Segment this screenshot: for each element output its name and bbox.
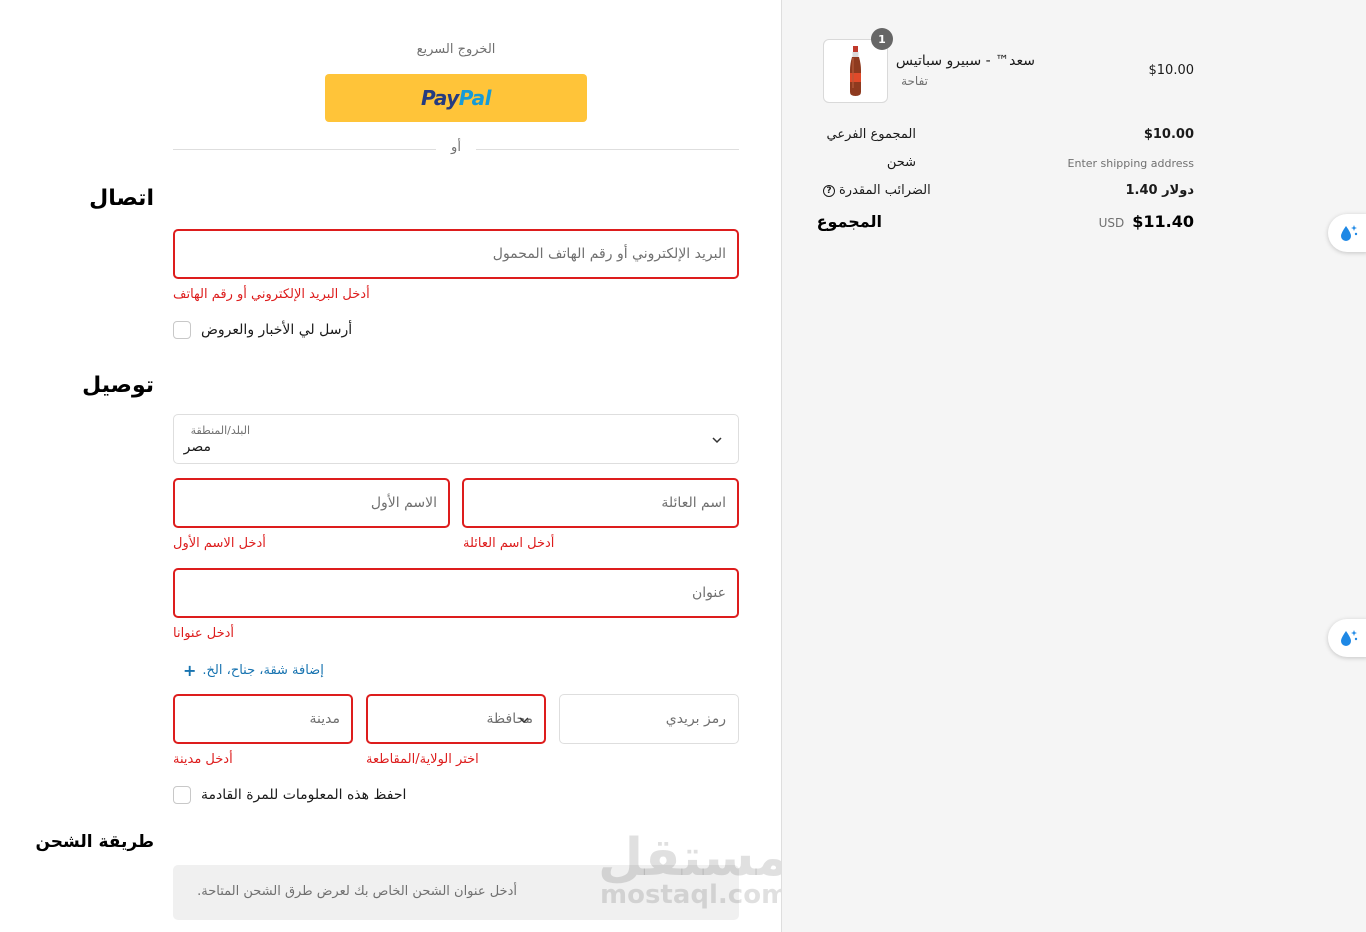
email-error: أدخل البريد الإلكتروني أو رقم الهاتف [173,287,370,302]
newsletter-checkbox[interactable] [173,321,191,339]
shipping-method-heading: طريقة الشحن [35,832,154,852]
or-divider [173,140,739,155]
first-name-placeholder: الاسم الأول [370,495,437,511]
governorate-placeholder: محافظة [486,711,533,727]
last-name-field[interactable] [462,478,739,528]
floating-widget-button[interactable] [1328,214,1366,252]
save-info-option[interactable] [173,785,406,805]
shipping-label: شحن [886,155,916,170]
plus-icon: + [183,661,197,680]
help-circle-icon[interactable]: ? [823,185,835,197]
taxes-row-label [823,183,931,198]
city-field[interactable] [173,694,353,744]
product-price: $10.00 [1148,63,1194,78]
email-placeholder: البريد الإلكتروني أو رقم الهاتف المحمول [492,246,726,262]
last-name-placeholder: اسم العائلة [661,495,726,511]
city-error: أدخل مدينة [173,752,233,767]
quantity-badge: 1 [871,28,893,50]
first-name-error: أدخل الاسم الأول [173,536,266,551]
postal-code-field[interactable] [559,694,739,744]
taxes-value: دولار 1.40 [1125,183,1194,198]
shipping-method-info [173,865,739,920]
first-name-field[interactable] [173,478,450,528]
add-apartment-label: إضافة شقة، جناح، الخ. [202,663,324,678]
country-select-label: البلد/المنطقة [190,424,250,437]
address-placeholder: عنوان [692,585,726,601]
address-field[interactable] [173,568,739,618]
express-checkout-title: الخروج السريع [416,42,496,57]
city-placeholder: مدينة [309,711,340,727]
droplet-sparkle-icon [1337,627,1359,649]
total-label: المجموع [816,212,882,231]
newsletter-label: أرسل لي الأخبار والعروض [201,322,353,338]
shipping-value: Enter shipping address [1067,157,1194,170]
droplet-sparkle-icon [1337,222,1359,244]
last-name-error: أدخل اسم العائلة [463,536,555,551]
add-apartment-link[interactable] [183,661,324,680]
newsletter-option[interactable] [173,320,352,340]
taxes-label: الضرائب المقدرة [839,183,931,198]
address-error: أدخل عنوانا [173,626,235,641]
postal-code-placeholder: رمز بريدي [665,711,726,727]
subtotal-value: $10.00 [1143,127,1194,142]
total-currency: USD [1098,216,1125,230]
or-label: أو [451,140,461,155]
country-select[interactable] [173,414,739,464]
total-amount [1099,212,1194,231]
governorate-error: اختر الولاية/المقاطعة [366,752,479,767]
delivery-heading: توصيل [82,373,154,398]
contact-heading: اتصال [89,186,154,211]
save-info-checkbox[interactable] [173,786,191,804]
product-name: سعد™ - سبيرو سباتيس [895,53,1035,69]
product-variant: تفاحة [901,74,928,88]
country-select-value: مصر [183,439,211,455]
governorate-select[interactable] [366,694,546,744]
subtotal-label: المجموع الفرعي [826,127,916,142]
checkout-form-column: الخروج السريع PayPal أو اتصال البريد الإلكتروني أو رقم الهاتف المحمول أدخل البريد الإلكتروني أو رقم الهاتف أرسل لي الأخبار والعروض توصيل البلد/المنطقة مصر الاسم الأول اسم العائلة أدخل الاسم الأول أدخل اسم العائلة عنوان أدخل عنوانا + إضافة شقة، جناح، الخ. مدينة محافظة رمز بريدي أدخل مدينة اختر الولاية/المقاطعة احفظ هذه المعلومات للمرة القادمة طريقة الشحن أدخل عنوان الشحن الخاص بك لعرض طرق الشحن المتاحة. مستقل [0,0,781,932]
total-value: $11.40 [1132,212,1194,231]
floating-widget-button[interactable] [1328,619,1366,657]
paypal-button[interactable] [325,74,587,122]
paypal-logo: PayPal [420,86,492,110]
chevron-down-icon [712,435,722,445]
shipping-method-info-text: أدخل عنوان الشحن الخاص بك لعرض طرق الشحن المتاحة. [197,884,517,899]
save-info-label: احفظ هذه المعلومات للمرة القادمة [201,787,407,803]
chevron-down-icon [519,715,529,725]
email-field[interactable] [173,229,739,279]
